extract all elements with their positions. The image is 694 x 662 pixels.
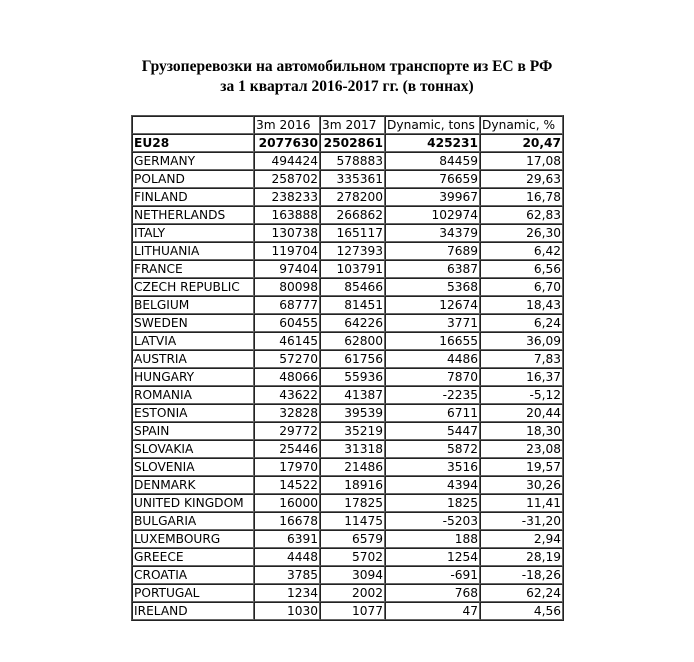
cell-3m-2016: 57270	[254, 350, 320, 368]
cell-country: FRANCE	[132, 260, 254, 278]
cell-dynamic-pct: -18,26	[480, 566, 563, 584]
cell-country: GREECE	[132, 548, 254, 566]
table-row	[132, 350, 563, 368]
title-line-1: Грузоперевозки на автомобильном транспорте из ЕС в РФ	[141, 58, 553, 75]
table-row	[132, 530, 563, 548]
cell-country: PORTUGAL	[132, 584, 254, 602]
table-row	[132, 458, 563, 476]
table-row	[132, 332, 563, 350]
cell-3m-2016: 16000	[254, 494, 320, 512]
cell-3m-2017: 21486	[320, 458, 385, 476]
cell-3m-2016: 238233	[254, 188, 320, 206]
cell-3m-2016: 130738	[254, 224, 320, 242]
cell-dynamic-pct: 26,30	[480, 224, 563, 242]
cell-country: LUXEMBOURG	[132, 530, 254, 548]
cell-country: GERMANY	[132, 152, 254, 170]
cell-dynamic-tons: 7870	[385, 368, 480, 386]
header-cell-country	[132, 116, 254, 134]
cell-3m-2017: 35219	[320, 422, 385, 440]
table-row	[132, 368, 563, 386]
cell-3m-2016: 48066	[254, 368, 320, 386]
total-cell-region: EU28	[132, 134, 254, 152]
cell-dynamic-pct: 2,94	[480, 530, 563, 548]
cell-country: SWEDEN	[132, 314, 254, 332]
cell-3m-2016: 68777	[254, 296, 320, 314]
cell-3m-2017: 18916	[320, 476, 385, 494]
cell-country: BULGARIA	[132, 512, 254, 530]
cell-country: BELGIUM	[132, 296, 254, 314]
cell-3m-2016: 119704	[254, 242, 320, 260]
table-row	[132, 512, 563, 530]
cell-3m-2016: 1234	[254, 584, 320, 602]
cell-3m-2017: 61756	[320, 350, 385, 368]
cell-3m-2017: 41387	[320, 386, 385, 404]
table-row	[132, 188, 563, 206]
cell-3m-2017: 278200	[320, 188, 385, 206]
cell-dynamic-tons: 188	[385, 530, 480, 548]
cell-country: POLAND	[132, 170, 254, 188]
cell-3m-2016: 16678	[254, 512, 320, 530]
cell-3m-2017: 127393	[320, 242, 385, 260]
cell-country: LITHUANIA	[132, 242, 254, 260]
cell-country: IRELAND	[132, 602, 254, 620]
cell-3m-2016: 60455	[254, 314, 320, 332]
cell-3m-2017: 11475	[320, 512, 385, 530]
cell-3m-2017: 578883	[320, 152, 385, 170]
cell-dynamic-tons: 5368	[385, 278, 480, 296]
total-cell-3m-2017: 2502861	[320, 134, 385, 152]
table-row	[132, 260, 563, 278]
table-row	[132, 584, 563, 602]
cell-country: CZECH REPUBLIC	[132, 278, 254, 296]
cell-dynamic-pct: 17,08	[480, 152, 563, 170]
cell-3m-2017: 1077	[320, 602, 385, 620]
cell-country: CROATIA	[132, 566, 254, 584]
cell-dynamic-pct: 20,44	[480, 404, 563, 422]
cell-3m-2017: 81451	[320, 296, 385, 314]
cell-3m-2016: 6391	[254, 530, 320, 548]
cell-dynamic-tons: -2235	[385, 386, 480, 404]
cell-dynamic-pct: 6,24	[480, 314, 563, 332]
cell-country: HUNGARY	[132, 368, 254, 386]
cell-dynamic-pct: 18,30	[480, 422, 563, 440]
cell-3m-2016: 3785	[254, 566, 320, 584]
table-row	[132, 296, 563, 314]
table-total-row	[132, 134, 563, 152]
cell-3m-2017: 62800	[320, 332, 385, 350]
cell-dynamic-tons: 4394	[385, 476, 480, 494]
table-row	[132, 566, 563, 584]
cell-3m-2017: 3094	[320, 566, 385, 584]
table-row	[132, 602, 563, 620]
cell-dynamic-tons: 1254	[385, 548, 480, 566]
table-row	[132, 476, 563, 494]
table-row	[132, 242, 563, 260]
cell-dynamic-tons: -5203	[385, 512, 480, 530]
cell-3m-2017: 2002	[320, 584, 385, 602]
cell-dynamic-pct: 16,78	[480, 188, 563, 206]
cell-dynamic-pct: 11,41	[480, 494, 563, 512]
cell-country: NETHERLANDS	[132, 206, 254, 224]
table-row	[132, 314, 563, 332]
freight-table	[131, 115, 564, 621]
cell-dynamic-tons: 39967	[385, 188, 480, 206]
cell-dynamic-pct: 6,42	[480, 242, 563, 260]
cell-3m-2017: 165117	[320, 224, 385, 242]
cell-dynamic-tons: 102974	[385, 206, 480, 224]
cell-dynamic-tons: 7689	[385, 242, 480, 260]
cell-country: SLOVENIA	[132, 458, 254, 476]
cell-dynamic-pct: 18,43	[480, 296, 563, 314]
cell-3m-2017: 335361	[320, 170, 385, 188]
cell-dynamic-pct: 6,70	[480, 278, 563, 296]
cell-3m-2017: 55936	[320, 368, 385, 386]
cell-country: SPAIN	[132, 422, 254, 440]
cell-dynamic-tons: 16655	[385, 332, 480, 350]
cell-3m-2017: 64226	[320, 314, 385, 332]
cell-dynamic-pct: 6,56	[480, 260, 563, 278]
header-cell-3m-2016: 3m 2016	[254, 116, 320, 134]
cell-country: DENMARK	[132, 476, 254, 494]
cell-country: ITALY	[132, 224, 254, 242]
cell-dynamic-pct: -31,20	[480, 512, 563, 530]
cell-3m-2017: 31318	[320, 440, 385, 458]
cell-dynamic-tons: 768	[385, 584, 480, 602]
cell-3m-2016: 43622	[254, 386, 320, 404]
cell-dynamic-pct: 30,26	[480, 476, 563, 494]
cell-3m-2017: 5702	[320, 548, 385, 566]
table-row	[132, 224, 563, 242]
cell-3m-2016: 80098	[254, 278, 320, 296]
table-row	[132, 152, 563, 170]
header-cell-dynamic-tons: Dynamic, tons	[385, 116, 480, 134]
document-title	[0, 57, 694, 97]
cell-3m-2016: 29772	[254, 422, 320, 440]
table-row	[132, 278, 563, 296]
header-cell-3m-2017: 3m 2017	[320, 116, 385, 134]
table-row	[132, 206, 563, 224]
cell-dynamic-pct: 28,19	[480, 548, 563, 566]
table-row	[132, 386, 563, 404]
table-row	[132, 440, 563, 458]
cell-dynamic-tons: 6711	[385, 404, 480, 422]
header-cell-dynamic-pct: Dynamic, %	[480, 116, 563, 134]
cell-3m-2017: 266862	[320, 206, 385, 224]
cell-dynamic-tons: 5447	[385, 422, 480, 440]
cell-country: LATVIA	[132, 332, 254, 350]
cell-dynamic-tons: 3516	[385, 458, 480, 476]
cell-dynamic-pct: 36,09	[480, 332, 563, 350]
cell-dynamic-tons: 6387	[385, 260, 480, 278]
total-cell-dynamic-tons: 425231	[385, 134, 480, 152]
cell-dynamic-pct: 7,83	[480, 350, 563, 368]
table-header-row	[132, 116, 563, 134]
cell-dynamic-tons: 4486	[385, 350, 480, 368]
cell-dynamic-tons: 47	[385, 602, 480, 620]
cell-dynamic-tons: 34379	[385, 224, 480, 242]
cell-country: ROMANIA	[132, 386, 254, 404]
cell-3m-2016: 494424	[254, 152, 320, 170]
cell-3m-2016: 17970	[254, 458, 320, 476]
cell-3m-2017: 85466	[320, 278, 385, 296]
title-line-2: за 1 квартал 2016-2017 гг. (в тоннах)	[220, 78, 474, 95]
cell-3m-2016: 4448	[254, 548, 320, 566]
cell-3m-2016: 258702	[254, 170, 320, 188]
cell-dynamic-tons: 76659	[385, 170, 480, 188]
table-row	[132, 404, 563, 422]
cell-3m-2017: 103791	[320, 260, 385, 278]
cell-dynamic-tons: 5872	[385, 440, 480, 458]
cell-country: FINLAND	[132, 188, 254, 206]
table-row	[132, 494, 563, 512]
cell-3m-2016: 163888	[254, 206, 320, 224]
cell-country: ESTONIA	[132, 404, 254, 422]
cell-3m-2016: 97404	[254, 260, 320, 278]
table-row	[132, 548, 563, 566]
cell-dynamic-tons: 84459	[385, 152, 480, 170]
cell-3m-2016: 46145	[254, 332, 320, 350]
cell-dynamic-tons: 3771	[385, 314, 480, 332]
cell-dynamic-pct: -5,12	[480, 386, 563, 404]
table-row	[132, 422, 563, 440]
cell-dynamic-pct: 62,24	[480, 584, 563, 602]
cell-country: UNITED KINGDOM	[132, 494, 254, 512]
cell-dynamic-pct: 16,37	[480, 368, 563, 386]
cell-3m-2016: 25446	[254, 440, 320, 458]
cell-3m-2017: 39539	[320, 404, 385, 422]
table-row	[132, 170, 563, 188]
cell-3m-2016: 32828	[254, 404, 320, 422]
cell-dynamic-pct: 62,83	[480, 206, 563, 224]
cell-country: SLOVAKIA	[132, 440, 254, 458]
cell-3m-2016: 14522	[254, 476, 320, 494]
cell-dynamic-tons: 12674	[385, 296, 480, 314]
cell-3m-2016: 1030	[254, 602, 320, 620]
cell-dynamic-pct: 4,56	[480, 602, 563, 620]
cell-dynamic-pct: 29,63	[480, 170, 563, 188]
cell-dynamic-tons: 1825	[385, 494, 480, 512]
cell-country: AUSTRIA	[132, 350, 254, 368]
cell-dynamic-pct: 23,08	[480, 440, 563, 458]
cell-dynamic-pct: 19,57	[480, 458, 563, 476]
cell-3m-2017: 17825	[320, 494, 385, 512]
total-cell-3m-2016: 2077630	[254, 134, 320, 152]
cell-3m-2017: 6579	[320, 530, 385, 548]
total-cell-dynamic-pct: 20,47	[480, 134, 563, 152]
cell-dynamic-tons: -691	[385, 566, 480, 584]
